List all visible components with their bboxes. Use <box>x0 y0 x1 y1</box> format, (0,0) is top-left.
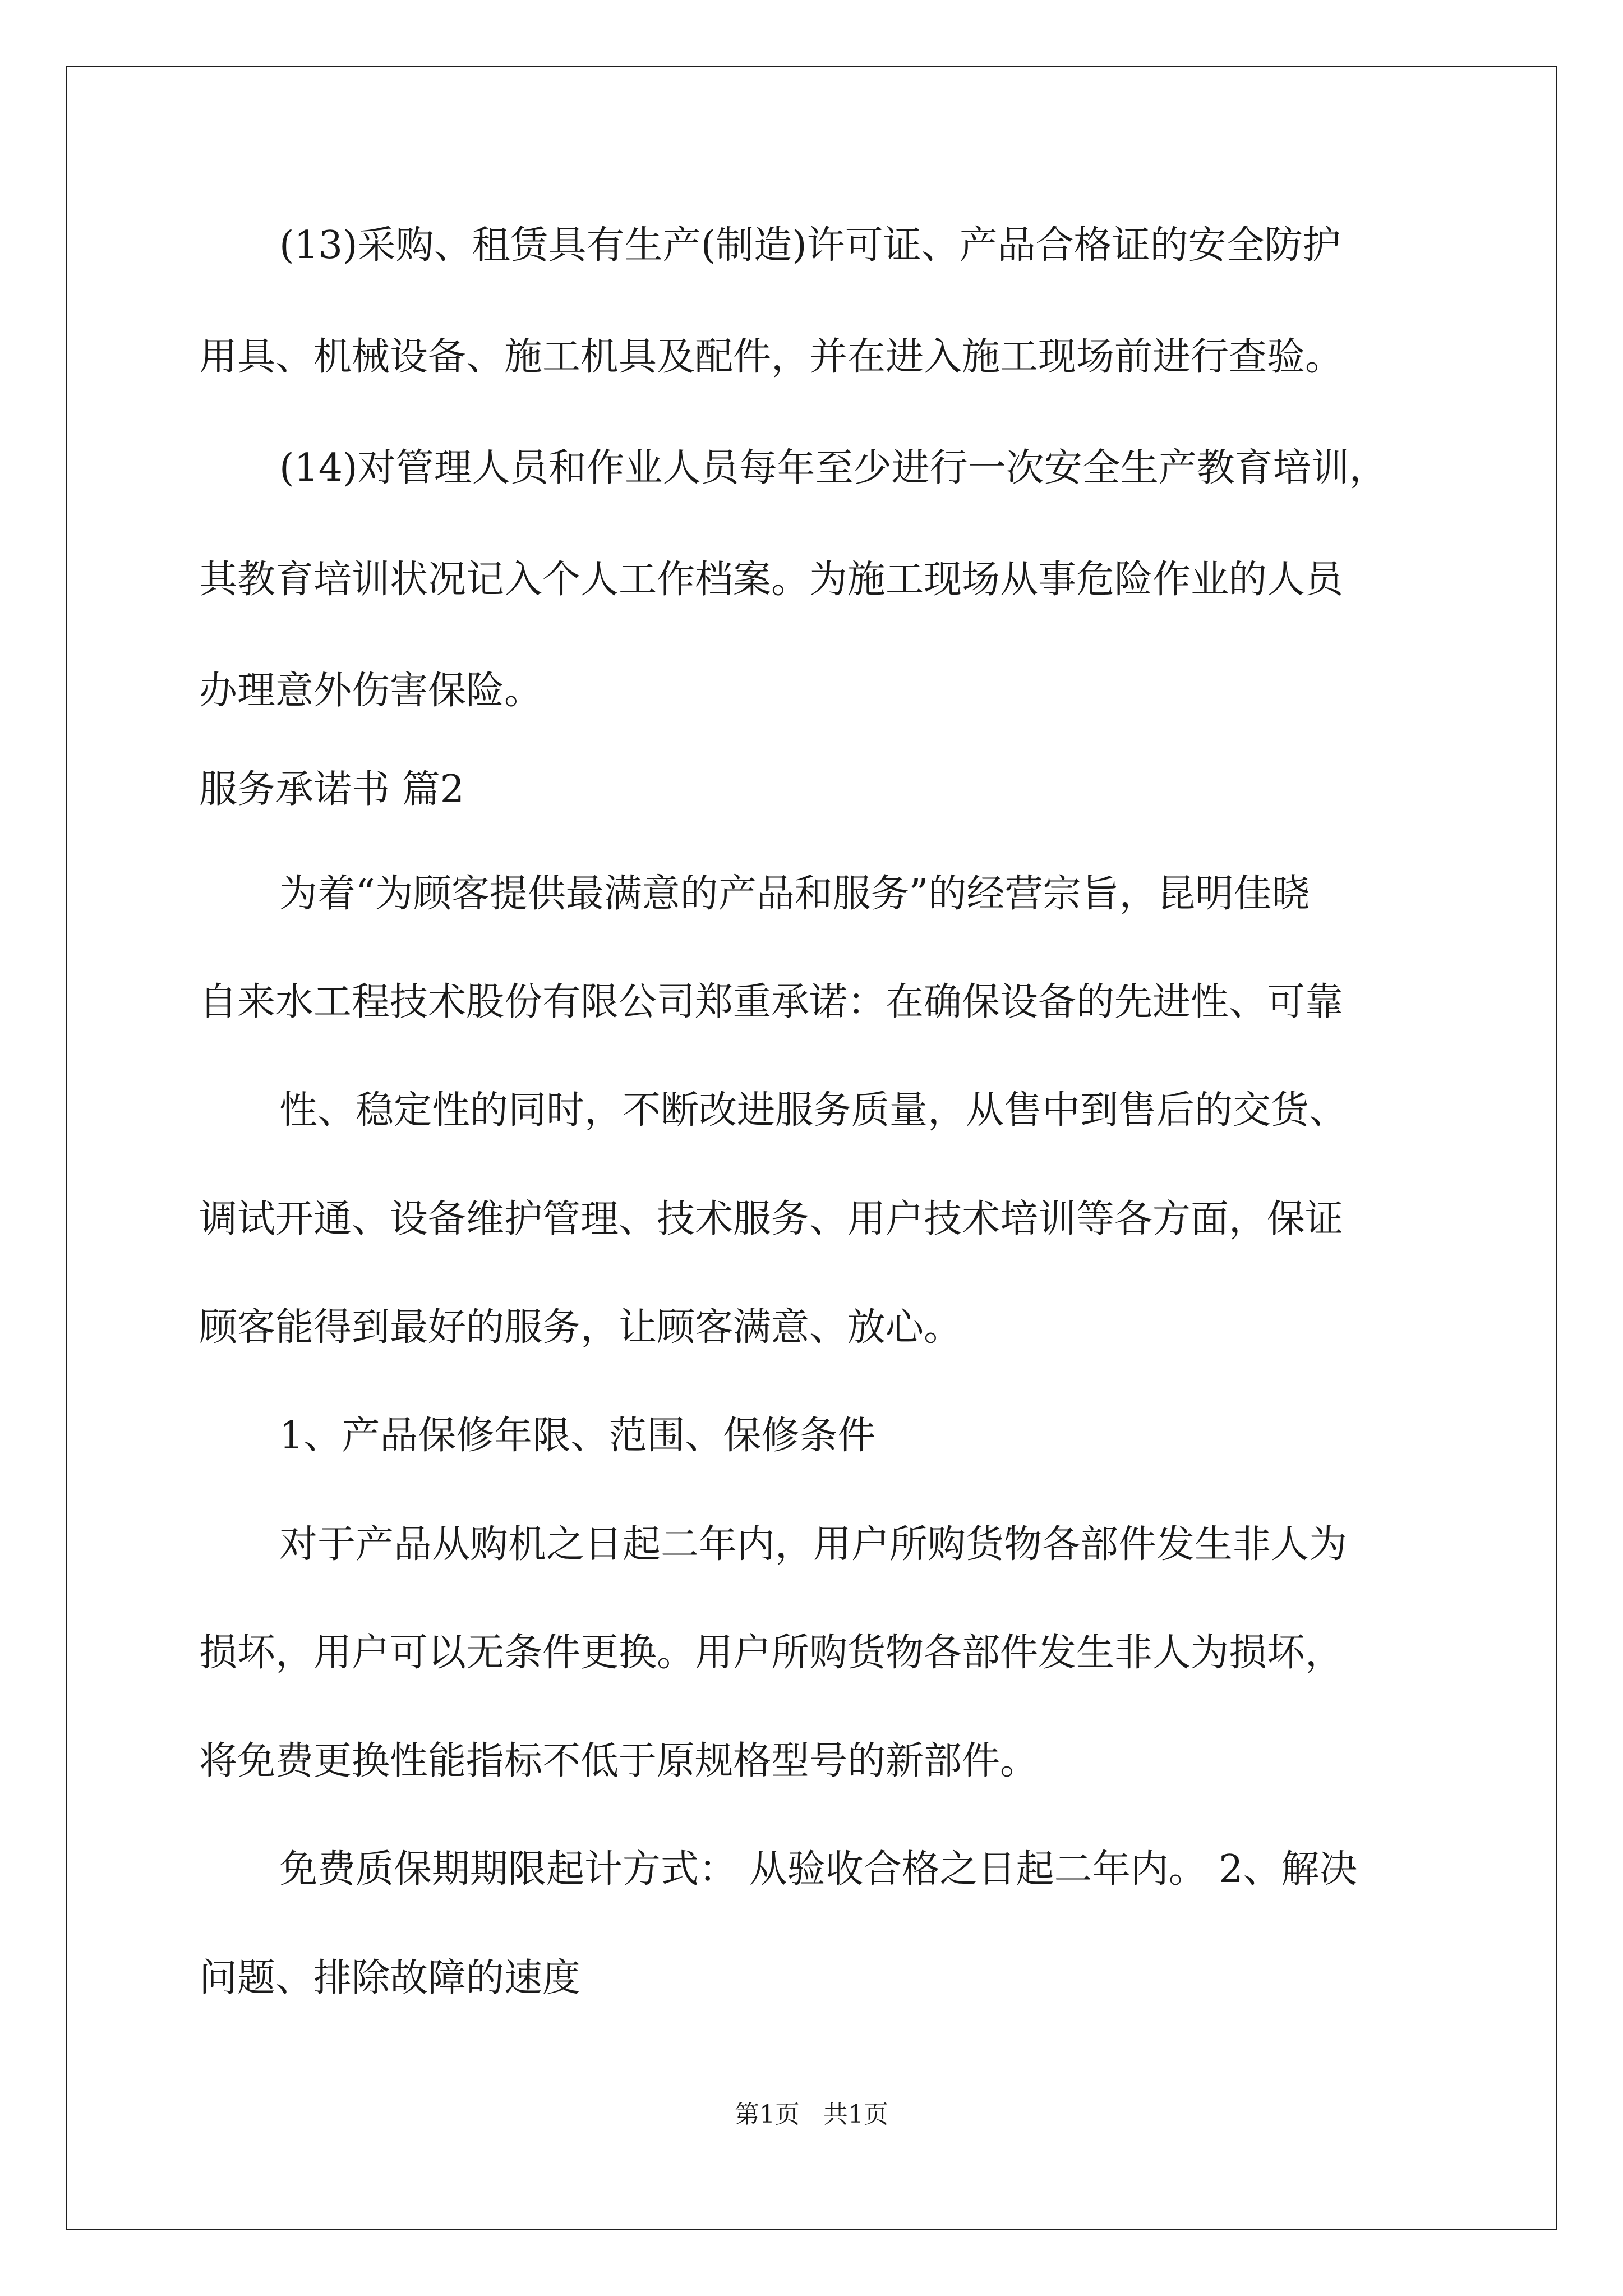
paragraph-line: 调试开通、设备维护管理、技术服务、用户技术培训等各方面，保证 <box>199 1197 1344 1241</box>
paragraph-line: 其教育培训状况记入个人工作档案。为施工现场从事危险作业的人员 <box>199 558 1344 602</box>
paragraph-line: 1、产品保修年限、范围、保修条件 <box>279 1414 876 1458</box>
paragraph-line: 问题、排除故障的速度 <box>199 1956 581 2000</box>
paragraph-line: 为着“为顾客提供最满意的产品和服务”的经营宗旨，昆明佳晓 <box>279 872 1310 916</box>
paragraph-line: 自来水工程技术股份有限公司郑重承诺：在确保设备的先进性、可靠 <box>199 980 1344 1024</box>
section-heading: 服务承诺书 篇2 <box>199 767 464 812</box>
paragraph-line: 免费质保期期限起计方式： 从验收合格之日起二年内。 2、解决 <box>279 1847 1358 1892</box>
page-number: 第1页 共1页 <box>735 2100 888 2129</box>
paragraph-line: 损坏，用户可以无条件更换。用户所购货物各部件发生非人为损坏， <box>199 1631 1344 1675</box>
page-border <box>66 66 1557 2230</box>
paragraph-line: 性、稳定性的同时，不断改进服务质量，从售中到售后的交货、 <box>279 1088 1348 1133</box>
paragraph-line: 将免费更换性能指标不低于原规格型号的新部件。 <box>199 1739 1039 1783</box>
paragraph-line: (14)对管理人员和作业人员每年至少进行一次安全生产教育培训， <box>279 446 1387 490</box>
paragraph-line: (13)采购、租赁具有生产(制造)许可证、产品合格证的安全防护 <box>279 223 1341 268</box>
paragraph-line: 对于产品从购机之日起二年内，用户所购货物各部件发生非人为 <box>279 1522 1348 1567</box>
paragraph-line: 用具、机械设备、施工机具及配件，并在进入施工现场前进行查验。 <box>199 335 1344 379</box>
paragraph-line: 顾客能得到最好的服务，让顾客满意、放心。 <box>199 1305 962 1350</box>
paragraph-line: 办理意外伤害保险。 <box>199 669 543 713</box>
